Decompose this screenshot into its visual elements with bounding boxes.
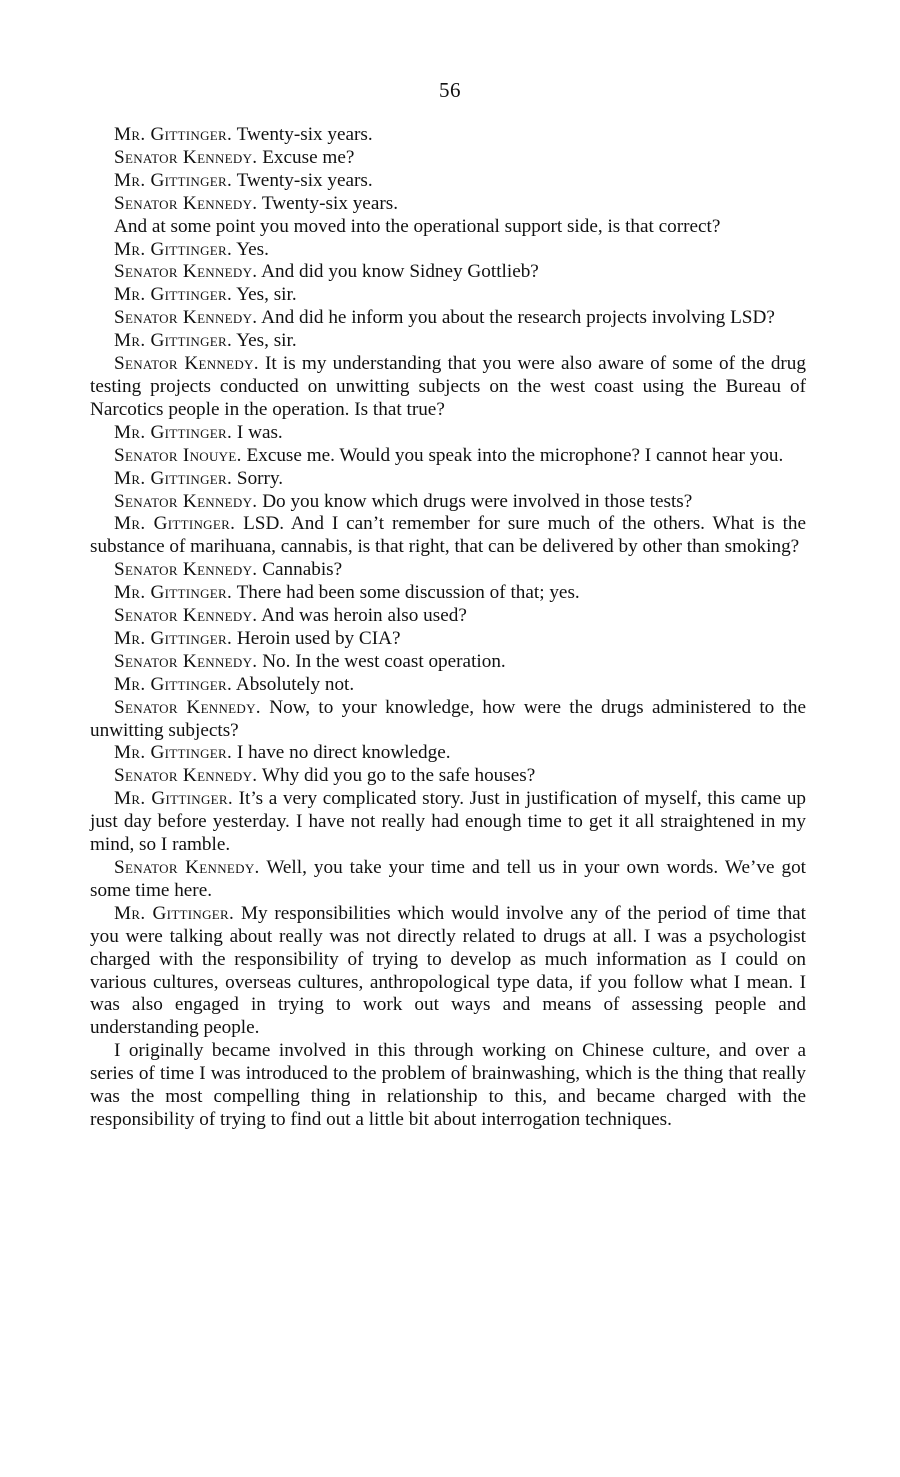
transcript-paragraph	[90, 582, 806, 605]
paragraph-text: And at some point you moved into the operational support side, is that correct?	[114, 215, 721, 237]
transcript-paragraph	[90, 261, 806, 284]
speaker-name: Mr. Gittinger.	[114, 627, 233, 649]
speaker-name: Senator Kennedy.	[114, 857, 260, 878]
paragraph-text: There had been some discussion of that; yes.	[236, 582, 580, 604]
speaker-name: Mr. Gittinger.	[114, 742, 233, 764]
transcript-paragraph	[90, 239, 806, 262]
speaker-name: Mr. Gittinger.	[114, 513, 236, 535]
speaker-name: Senator Kennedy.	[114, 261, 258, 283]
paragraph-text: My responsibilities which would involve any of the period of time that you were talking about really was not directly related to drugs at all. I was a psychologist charged with the responsibility of trying to develop as much information as I could on various cultures, overseas cultures, anthropological type data, if you follow what I mean. I was also engaged in trying to work out ways and means of assessing people and understanding people.	[90, 902, 807, 1039]
paragraph-text: I have no direct knowledge.	[236, 742, 451, 764]
transcript-paragraph	[90, 674, 806, 697]
paragraph-text: Yes.	[236, 238, 269, 260]
speaker-name: Mr. Gittinger.	[114, 788, 233, 810]
speaker-name: Senator Inouye.	[114, 444, 242, 466]
paragraph-text: And did you know Sidney Gottlieb?	[261, 261, 539, 283]
paragraph-text: Heroin used by CIA?	[236, 627, 401, 649]
transcript-paragraph	[90, 559, 806, 582]
speaker-name: Senator Kennedy.	[114, 353, 259, 375]
transcript-paragraph	[90, 445, 806, 468]
speaker-name: Senator Kennedy.	[114, 696, 261, 718]
paragraph-text: LSD. And I can’t remember for sure much of the others. What is the substance of marihuana, cannabis, is that right, that can be delivered by other than smoking?	[90, 513, 807, 558]
transcript-paragraph	[90, 307, 806, 330]
paragraph-text: Now, to your knowledge, how were the drugs administered to the unwitting subjects?	[90, 696, 807, 741]
paragraph-text: Cannabis?	[262, 559, 343, 581]
paragraph-text: Well, you take your time and tell us in your own words. We’ve got some time here.	[90, 857, 807, 901]
transcript-paragraph	[90, 788, 806, 857]
speaker-name: Mr. Gittinger.	[114, 467, 233, 489]
speaker-name: Senator Kennedy.	[114, 650, 258, 672]
paragraph-text: It is my understanding that you were also aware of some of the drug testing projects conducted on unwitting subjects on the west coast using the Bureau of Narcotics people in the operation. Is that true?	[90, 353, 806, 420]
speaker-name: Mr. Gittinger.	[114, 582, 233, 604]
transcript-paragraph	[90, 353, 806, 422]
paragraph-text: It’s a very complicated story. Just in justification of myself, this came up just day before yesterday. I have not really had enough time to get it all straightened in my mind, so I ramble.	[90, 788, 807, 856]
transcript-paragraph	[90, 765, 806, 788]
paragraph-text: Yes, sir.	[236, 330, 297, 352]
page-number: 56	[439, 78, 461, 102]
speaker-name: Mr. Gittinger.	[114, 238, 233, 260]
paragraph-text: Twenty-six years.	[236, 124, 373, 145]
paragraph-text: I originally became involved in this through working on Chinese culture, and over a series of time I was introduced to the problem of brainwashing, which is the thing that really was the most compelling thing in relationship to this, and became charged with the responsibility of trying to find out a little bit about interrogation techniques.	[90, 1040, 806, 1130]
paragraph-text: No. In the west coast operation.	[262, 650, 506, 672]
transcript-paragraph	[90, 193, 806, 216]
transcript-paragraph	[90, 422, 806, 445]
paragraph-text: Sorry.	[236, 467, 284, 489]
speaker-name: Mr. Gittinger.	[114, 284, 233, 306]
transcript-paragraph	[90, 468, 806, 491]
speaker-name: Mr. Gittinger.	[114, 421, 233, 443]
transcript-paragraph	[90, 147, 806, 170]
transcript-paragraph	[90, 742, 806, 765]
paragraph-text: Do you know which drugs were involved in those tests?	[262, 490, 693, 512]
speaker-name: Senator Kennedy.	[114, 192, 258, 214]
speaker-name: Mr. Gittinger.	[114, 169, 233, 191]
speaker-name: Senator Kennedy.	[114, 490, 258, 512]
transcript-paragraph	[90, 857, 806, 903]
transcript-paragraph	[90, 170, 806, 193]
transcript-paragraph	[90, 216, 806, 239]
speaker-name: Mr. Gittinger.	[114, 124, 233, 145]
paragraph-text: And did he inform you about the research projects involving LSD?	[261, 307, 775, 329]
paragraph-text: And was heroin also used?	[261, 605, 467, 627]
paragraph-text: Twenty-six years.	[236, 169, 373, 191]
speaker-name: Mr. Gittinger.	[114, 902, 235, 924]
transcript-paragraph	[90, 284, 806, 307]
transcript-paragraph	[90, 651, 806, 674]
transcript-paragraph	[90, 628, 806, 651]
speaker-name: Senator Kennedy.	[114, 559, 258, 581]
paragraph-text: Twenty-six years.	[261, 192, 398, 214]
paragraph-text: Absolutely not.	[235, 673, 355, 695]
speaker-name: Mr. Gittinger.	[114, 330, 233, 352]
speaker-name: Senator Kennedy.	[114, 765, 258, 787]
speaker-name: Mr. Gittinger.	[114, 673, 233, 695]
paragraph-text: Why did you go to the safe houses?	[261, 765, 536, 787]
transcript-paragraph	[90, 1040, 806, 1132]
paragraph-text: Excuse me. Would you speak into the microphone? I cannot hear you.	[246, 444, 784, 466]
paragraph-text: I was.	[236, 421, 283, 443]
paragraph-text: Yes, sir.	[236, 284, 297, 306]
transcript-paragraph	[90, 605, 806, 628]
paragraph-text: Excuse me?	[262, 146, 355, 168]
speaker-name: Senator Kennedy.	[114, 146, 258, 168]
transcript-paragraph	[90, 330, 806, 353]
speaker-name: Senator Kennedy.	[114, 307, 258, 329]
transcript-paragraph	[90, 491, 806, 514]
transcript-paragraph	[90, 697, 806, 743]
transcript-paragraph	[90, 903, 806, 1040]
speaker-name: Senator Kennedy.	[114, 605, 258, 627]
transcript-paragraph	[90, 513, 806, 559]
transcript-body	[90, 124, 806, 1132]
transcript-paragraph	[90, 124, 806, 147]
